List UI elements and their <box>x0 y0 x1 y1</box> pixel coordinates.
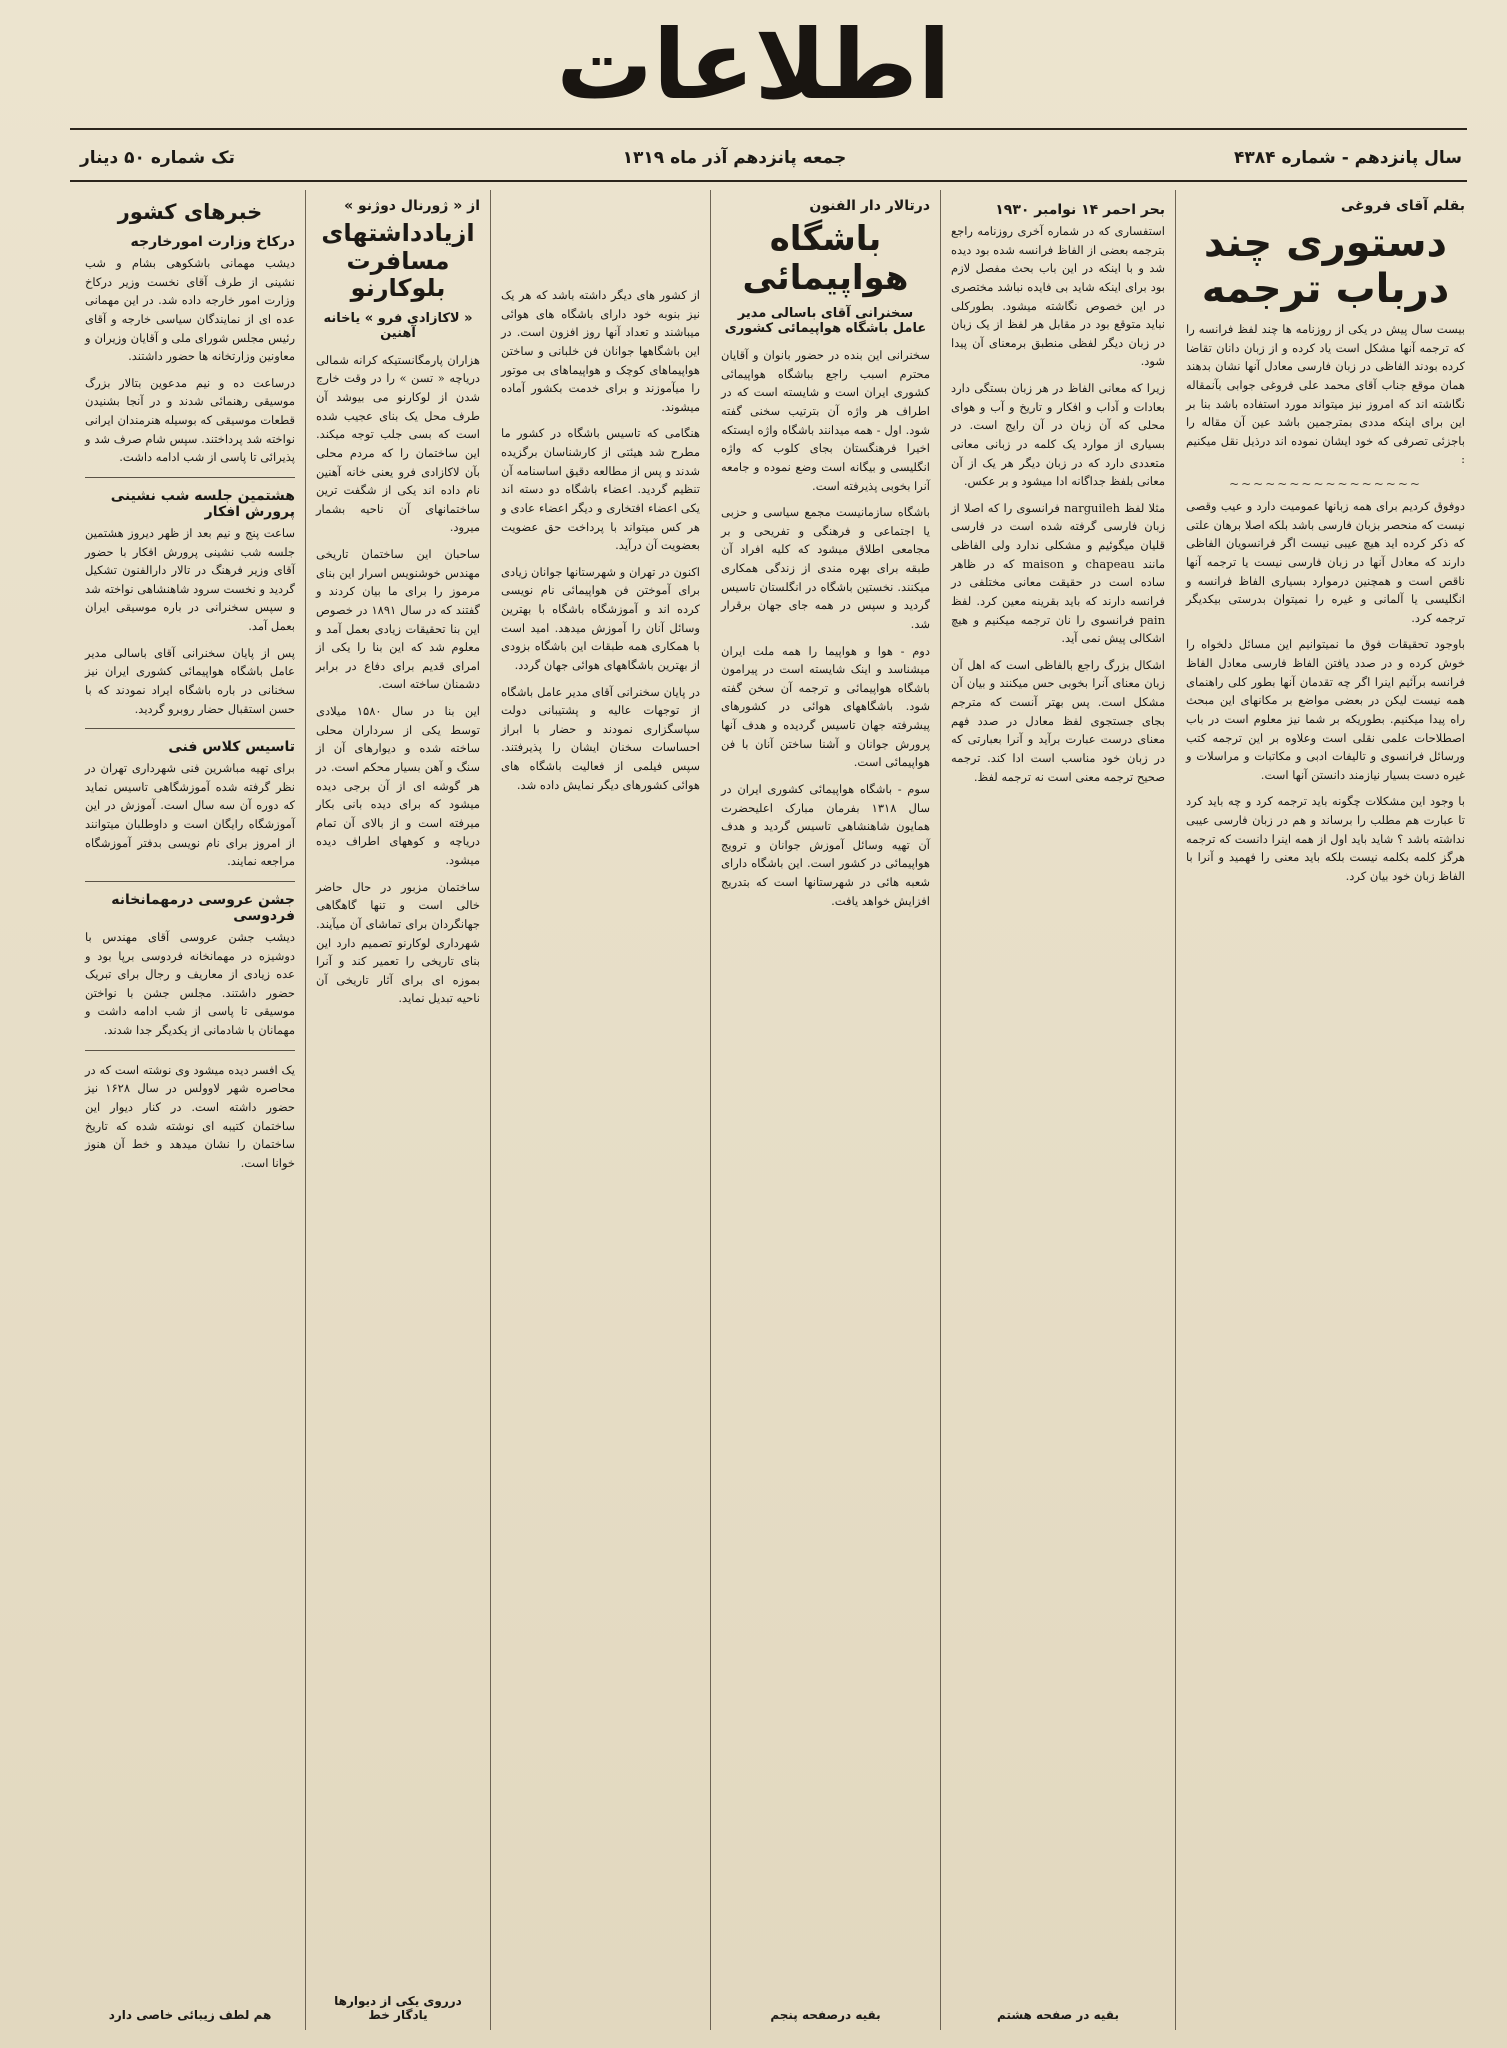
country-news <box>75 190 305 2030</box>
article-locarno-memoir <box>305 190 490 2030</box>
continued-note: بقیه درصفحه پنجم <box>770 2008 881 2022</box>
news-divider <box>85 728 295 729</box>
article-paragraph: هنگامی که تاسیس باشگاه در کشور ما مطرح شد هیئتی از کارشناسان برگزیده شدند و پس از مطالعه دقیق اساسنامه آن تنظیم گردید. اعضاء باشگاه دو دسته اند یکی اعضاء افتخاری و دیگر اعضاء عادی و هر کس میتواند با پرداخت حق عضویت بعضویت آن درآید. <box>501 426 700 553</box>
article-kicker: بقلم آقای فروغی <box>1340 198 1465 214</box>
article-paragraph: استفساری که در شماره آخری روزنامه راجع بترجمه بعضی از الفاظ فرانسه شده بود دیده شد و با اینکه در این باب بحث مفصل لازم بود برای اینکه شاید بی فایده نباشد مختصری در این خصوص نگاشته میشود. بطورکلی نباید متوقع بود در مقابل هر لفظ از یک زبان در زبان دیگر لفظی منطبق برمعنای آن پیدا شود. <box>951 224 1165 369</box>
news-divider <box>85 477 295 478</box>
article-paragraph: مثلا لفظ narguileh فرانسوی را که اصلا از زبان فارسی گرفته شده است در فارسی قلیان میگوئیم و مشکلی ندارد ولی الفاظی مانند chapeau و maison که در ظاهر ساده است در حقیقت معانی مختلفی در فرانسه دارند که باید بقرینه معین کرد. لفظ pain فرانسوی را نان ترجمه میکنیم و هیچ اشکالی پیش نمی آید. <box>951 500 1165 646</box>
column-footer: هم لطف زیبائی خاصی دارد <box>108 2008 272 2022</box>
news-paragraph: دیشب جشن عروسی آقای مهندس با دوشیزه در مهمانخانه فردوسی برپا بود و عده زیادی از معاریف و رجال برای تبریک حضور داشتند. مجلس جشن با نواختن موسیقی تا پاسی از شب ادامه داشت و مهمانان با شادمانی از یکدیگر جدا شدند. <box>85 929 295 1037</box>
issue-price: تک شماره ۵۰ دینار <box>80 148 235 168</box>
news-paragraph: پس از پایان سخنرانی آقای باسالی مدیر عامل باشگاه هواپیمائی کشوری ایران نیز سخنانی در باره باشگاه ایراد نمودند که با حسن استقبال حضار روبرو گردید. <box>85 645 295 716</box>
news-paragraph: درساعت ده و نیم مدعوین بتالار بزرگ موسیقی رهنمائی شدند و در آنجا بشنیدن قطعات موسیقی که بوسیله هنرمندان ایرانی نواخته شد پرداختند. سپس شام صرف شد و پذیرائی تا پاسی از شب ادامه داشت. <box>85 375 295 465</box>
news-heading: تاسیس کلاس فنی <box>168 739 295 756</box>
article-paragraph: این بنا در سال ۱۵۸۰ میلادی توسط یکی از سرداران محلی ساخته شده و دیوارهای آن از سنگ و آهن بسیار محکم است. در هر گوشه ای از آن برجی دیده میشود که برای دیده بانی بکار میرفته است و از بالای آن تمام دریاچه و کوههای اطراف دیده میشود. <box>316 704 480 868</box>
article-paragraph: زیرا که معانی الفاظ در هر زبان بستگی دارد بعادات و آداب و افکار و تاریخ و آب و هوای محلی که آن زبان در آن رایج است. در بسیاری از موارد یک کلمه در زبانی معانی متعددی دارد که در زبان دیگر هر یک از آن معانی بلفظ جداگانه ادا میشود و بر عکس. <box>951 381 1165 489</box>
article-paragraph: اشکال بزرگ راجع بالفاظی است که اهل آن زبان معنای آنرا بخوبی حس میکنند و بیان آن مشکل است. پس بهتر آنست که مترجم بجای جستجوی لفظ معادل در صدد فهم معنای درست عبارت برآید و آنرا بعبارتی که در زبان خود مناسب است ادا کند. ترجمه صحیح ترجمه معنی است نه ترجمه لفظ. <box>951 657 1165 784</box>
news-divider <box>85 1050 295 1051</box>
article-kicker: درتالار دار الفنون <box>809 198 930 214</box>
article-paragraph: ساحبان این ساختمان تاریخی مهندس خوشنویس اسرار این بنای مرموز را برای ما بیان کردند و گفتند که در سال ۱۸۹۱ در خصوص این بنا تحقیقات زیادی بعمل آمد و معلوم شد که این بنا را یکی از امرای قدیم برای دفاع در برابر دشمنان ساخته است. <box>316 547 480 692</box>
article-headline: ازیادداشتهای مسافرت بلوکارنو <box>321 219 475 303</box>
article-headline: باشگاه هواپیمائی <box>742 219 909 299</box>
article-paragraph: اکنون در تهران و شهرستانها جوانان زیادی برای آموختن فن هواپیمائی نام نویسی کرده اند و آموزشگاه باشگاه با بهترین وسائل آنان را آموزش میدهد. امید است با همکاری همه طبقات این باشگاه بزودی از بهترین باشگاههای هوائی جهان گردد. <box>501 564 700 672</box>
news-paragraph: یک افسر دیده میشود وی نوشته است که در محاصره شهر لاوولس در سال ۱۶۲۸ نیز حضور داشته است. در کنار دیوار این ساختمان کتیبه ای نوشته شده که تاریخ ساختمان را نشان میدهد و خط آن هنوز خوانا است. <box>85 1062 295 1170</box>
article-paragraph: باوجود تحقیقات فوق ما نمیتوانیم این مسائل دلخواه را خوش کرده و در صدد یافتن الفاظ فارسی معادل الفاظ فرانسه برآئیم اینرا اگر چه تقدمان آنها بطور کلی راهنمای همه نیست لیکن در بعضی مواضع بر مکانهای این مبحث راه پیدا میکنیم. بطوریکه بر شما نیز معلوم است در باب اصطلاحات علمی نقلی است وعلاوه بر این ترجمه کتب ورسائل فرانسوی و تالیفات ادبی و مکاتبات و مراسلات و غیره دست بسیار نیازمند دانستن آنها است. <box>1186 637 1465 782</box>
news-heading: جشن عروسی درمهمانخانه فردوسی <box>111 891 295 924</box>
news-paragraph: برای تهیه مباشرین فنی شهرداری تهران در نظر گرفته شده آموزشگاهی تاسیس نماید که دوره آن سه سال است. آموزش در این آموزشگاه رایگان است و داوطلبان میتوانند از امروز برای نام نویسی بدفتر آموزشگاه مراجعه نمایند. <box>85 761 295 869</box>
article-paragraph: با وجود این مشکلات چگونه باید ترجمه کرد و چه باید کرد تا عبارت هم مطلب را برساند و هم در زبان فارسی عیبی نداشته باشد ؟ شاید باید اول از همه اینرا دانست که ترجمه هرگز کلمه بکلمه نیست بلکه باید معنی را فهمید و آنرا با الفاظ زبان خود بیان کرد. <box>1186 794 1465 883</box>
masthead-title: اطلاعات <box>556 9 951 121</box>
article-columns <box>75 190 1475 2030</box>
top-rule <box>70 128 1467 130</box>
article-subhead: « لاکازادی فرو » یاخانه آهنین <box>323 310 473 341</box>
article-paragraph: ساختمان مزبور در حال حاضر خالی است و تنها گاهگاهی جهانگردان برای تماشای آن میآیند. شهرداری لوکارنو تصمیم دارد این بنای تاریخی را تعمیر کند و آنرا بموزه ای برای آثار تاریخی آن ناحیه تبدیل نماید. <box>316 879 480 1006</box>
article-paragraph: باشگاه سازمانیست مجمع سیاسی و حزبی یا اجتماعی و فرهنگی و تفریحی و بر مجامعی اطلاق میشود که کلیه افراد آن طبقه برای بهره مندی از زندگی همکاری میکنند. نخستین باشگاه در انگلستان تاسیس گردید و سپس در همه جای جهان برقرار شد. <box>721 505 930 631</box>
news-heading: هشتمین جلسه شب نشینی پرورش افکار <box>110 487 295 520</box>
headline-spacer <box>501 196 700 286</box>
news-section-title: خبرهای کشور <box>117 200 263 224</box>
article-paragraph: دوفوق کردیم برای همه زبانها عمومیت دارد و عیب وقصی نیست که منحصر بزبان فارسی باشد بلکه اصلا برهان علتی که ذکر کرده اید هیچ عیبی نیست اگر فرانسویان الفاظی دارند که معادل آنها در زبان فارسی نیست یا ترجمه آنها ناقص است و همچنین درموارد بسیاری الفاظ فرانسه و انگلیسی یا آلمانی و غیره را نمیتوان بدرستی بیکدیگر ترجمه کرد. <box>1186 499 1465 625</box>
issue-date: جمعه پانزدهم آذر ماه ۱۳۱۹ <box>622 148 847 168</box>
news-divider <box>85 881 295 882</box>
continued-note: بقیه در صفحه هشتم <box>997 2008 1119 2022</box>
article-kicker: از « ژورنال دوژنو » <box>344 198 480 214</box>
article-translation <box>1175 190 1475 2030</box>
article-intro: بیست سال پیش در یکی از روزنامه ها چند لفظ فرانسه را که ترجمه آنها مشکل است یاد کرده و از زبان دانان تقاضا کرده بودند الفاظی در زبان فارسی معادل آنها نشان بدهند همان موقع جناب آقای محمد علی فروغی جوابی بآنمقاله نگاشته اند که امروز نیز میتواند مورد استفاده باشد بنا بر این برای اینکه مددی بمترجمین باشد عین آن مقاله را باجزئی تصرفی که خود ایشان نموده اند درذیل نقل میکنیم : <box>1186 322 1465 467</box>
article-bahr-ahmar <box>940 190 1175 2030</box>
column-footer: درروی یکی از دیوارها یادگار خط <box>334 1994 462 2022</box>
article-headline: دستوری چند درباب ترجمه <box>1201 220 1450 312</box>
article-paragraph: سخنرانی این بنده در حضور بانوان و آقایان محترم اسبب راجع بباشگاه هواپیمائی کشوری ایران است و شایسته است که در اطراف هر واژه آن بترتیب سخنی گفته شود. اول - همه میدانند باشگاه واژه ایستکه اخیرا فرهنگستان بجای کلوب که واژه انگلیسی و بیگانه است وضع نموده و جامعه آنرا بخوبی پذیرفته است. <box>721 348 930 493</box>
article-paragraph: هزاران پارمگانستیکه کرانه شمالی دریاچه « تسن » را در وقت خارج شدن از لوکارنو می بیوشد آن طرف محل یک بنای عجیب شده است که بسی جلب توجه میکند. این ساختمان را که مردم محلی بآن لاکازادی فرو یعنی خانه آهنین نام داده اند یکی از شگفت ترین ساختمانهای آن ناحیه بشمار میرود. <box>316 352 480 535</box>
masthead <box>0 10 1507 120</box>
article-paragraph: دوم - هوا و هواپیما را همه ملت ایران میشناسد و اینک شایسته است در پیرامون باشگاه هواپیمائی و ترجمه آن سخن گفته شود. باشگاههای هوائی در کشورهای پیشرفته جهان تاسیس گردیده و هدف آنها پرورش جوانان و آشنا ساختن آنان با فن هواپیمائی است. <box>721 643 930 770</box>
article-paragraph: در پایان سخنرانی آقای مدیر عامل باشگاه از توجهات عالیه و پشتیبانی دولت سپاسگزاری نمودند و حضار با ابراز احساسات سخنان ایشان را پذیرفتند. سپس فیلمی از فعالیت باشگاه های هوائی کشورهای دیگر نمایش داده شد. <box>501 684 700 792</box>
article-paragraph: از کشور های دیگر داشته باشد که هر یک نیز بنوبه خود دارای باشگاه های هوائی میباشند و تعداد آنها روز افزون است. در این باشگاهها جوانان فن خلبانی و ساختن هواپیماهای کوچک و هواپیماهای بی موتور را میآموزند و برای خدمت بکشور آماده میشوند. <box>501 288 700 414</box>
news-paragraph: ساعت پنج و نیم بعد از ظهر دیروز هشتمین جلسه شب نشینی پرورش افکار با حضور آقای وزیر فرهنگ در تالار دارالفنون تشکیل گردید و نخست سرود شاهنشاهی نواخته شد و سپس سخنرانی در باره موسیقی ایران بعمل آمد. <box>85 525 295 633</box>
ornament-divider: ~~~~~~~~~~~~~~~~ <box>1229 477 1422 491</box>
news-paragraph: دیشب مهمانی باشکوهی بشام و شب نشینی از طرف آقای نخست وزیر درکاخ وزارت امور خارجه داده شد. در این مهمانی عده ای از نمایندگان سیاسی خارجه و آقای رئیس مجلس شورای ملی و آقایان وزیران و معاونین وزارتخانه ها حضور داشتند. <box>85 256 295 364</box>
year-issue: سال پانزدهم - شماره ۴۳۸۴ <box>1234 148 1462 168</box>
dateline <box>80 138 1462 178</box>
article-paragraph: سوم - باشگاه هواپیمائی کشوری ایران در سال ۱۳۱۸ بفرمان مبارک اعلیحضرت همایون شاهنشاهی تاسیس گردید و هدف آن تهیه وسائل آموزش جوانان و ترویج هواپیمائی در کشور است. این باشگاه دارای شعبه هائی در شهرستانها است که بتدریج افزایش خواهد یافت. <box>721 781 930 908</box>
article-aviation-continued <box>490 190 710 2030</box>
bottom-rule <box>70 180 1467 182</box>
article-aviation-club <box>710 190 940 2030</box>
letter-heading: بحر احمر ۱۴ نوامبر ۱۹۳۰ <box>995 202 1165 218</box>
news-heading: درکاخ وزارت امورخارجه <box>130 234 295 250</box>
article-subhead: سخنرانی آقای باسالی مدیر عامل باشگاه هواپیمائی کشوری <box>724 306 927 337</box>
